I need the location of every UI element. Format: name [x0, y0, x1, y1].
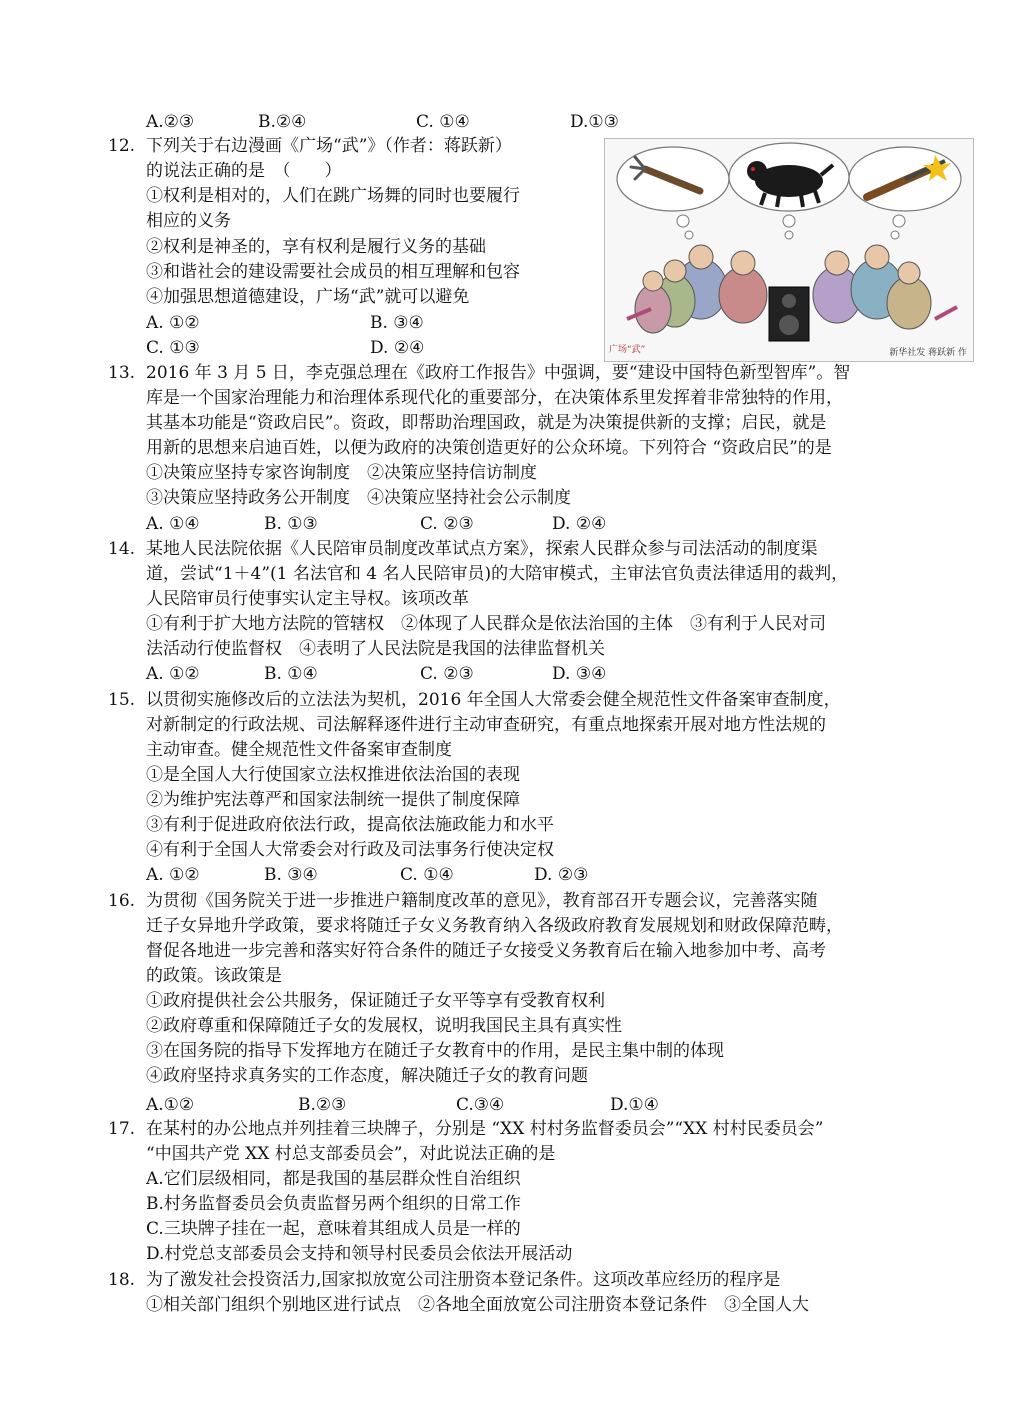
q17-option-b: B.村务监督委员会负责监督另两个组织的日常工作: [146, 1194, 521, 1214]
q13-option-d: D. ②④: [552, 514, 607, 534]
q15-number: 15.: [108, 690, 136, 710]
q15-statement-3: ③有利于促进政府依法行政，提高依法施政能力和水平: [146, 815, 554, 835]
q15-stem: 主动审查。健全规范性文件备案审查制度: [146, 740, 452, 760]
q13-option-b: B. ①③: [264, 514, 318, 534]
q16-statement-1: ①政府提供社会公共服务，保证随迁子女平等享有受教育权利: [146, 991, 605, 1011]
q14-option-c: C. ②③: [420, 664, 474, 684]
q18-number: 18.: [108, 1270, 136, 1290]
q12-option-c: C. ①③: [146, 338, 200, 358]
q12-stem: 下列关于右边漫画《广场“武”》（作者：蒋跃新）: [146, 136, 512, 156]
q14-statements: 法活动行使监督权 ④表明了人民法院是我国的法律监督机关: [146, 639, 605, 659]
q17-option-a: A.它们层级相同，都是我国的基层群众性自治组织: [146, 1169, 521, 1189]
q13-option-c: C. ②③: [420, 514, 474, 534]
q13-stem: 2016 年 3 月 5 日，李克强总理在《政府工作报告》中强调，要“建设中国特色新型智库”。智: [146, 363, 851, 383]
q16-stem: 迁子女异地升学政策，要求将随迁子女义务教育纳入各级政府教育发展规划和财政保障范畴，: [146, 916, 843, 936]
q15-statement-1: ①是全国人大行使国家立法权推进依法治国的表现: [146, 765, 520, 785]
q12-statement-1: 相应的义务: [146, 211, 231, 231]
q12-option-d: D. ②④: [370, 338, 425, 358]
q15-option-d: D. ②③: [534, 865, 589, 885]
q16-statement-3: ③在国务院的指导下发挥地方在随迁子女教育中的作用，是民主集中制的体现: [146, 1041, 724, 1061]
q12-option-a: A. ①②: [146, 313, 200, 333]
q16-number: 16.: [108, 891, 136, 911]
q11-option-a: A.②③: [146, 112, 195, 132]
q17-option-d: D.村党总支部委员会支持和领导村民委员会依法开展活动: [146, 1244, 573, 1264]
q15-option-b: B. ③④: [264, 865, 318, 885]
cartoon-credit: 新华社发 蒋跃新 作: [889, 348, 967, 358]
q11-option-d: D.①③: [570, 112, 619, 132]
q18-statements: ①相关部门组织个别地区进行试点 ②各地全面放宽公司注册资本登记条件 ③全国人大: [146, 1295, 809, 1315]
q13-stem: 库是一个国家治理能力和治理体系现代化的重要部分，在决策体系里发挥着非常独特的作用，: [146, 388, 843, 408]
q13-statements: ①决策应坚持专家咨询制度 ②决策应坚持信访制度: [146, 463, 537, 483]
q12-option-b: B. ③④: [370, 313, 424, 333]
q13-stem: 用新的思想来启迪百姓，以便为政府的决策创造更好的公众环境。下列符合 “资政启民”的是: [146, 438, 832, 458]
cartoon-drawing: [605, 139, 973, 361]
q14-stem: 道，尝试“1＋4”(1 名法官和 4 名人民陪审员)的大陪审模式，主审法官负责法律适用的裁判，: [146, 564, 849, 584]
q11-option-b: B.②④: [258, 112, 307, 132]
q14-stem: 某地人民法院依据《人民陪审员制度改革试点方案》，探索人民群众参与司法活动的制度渠: [146, 539, 818, 559]
q12-statement-4: ④加强思想道德建设，广场“武”就可以避免: [146, 287, 470, 307]
q15-stem: 对新制定的行政法规、司法解释逐件进行主动审查研究，有重点地探索开展对地方性法规的: [146, 715, 826, 735]
cartoon-caption: 广场“武”: [609, 345, 646, 355]
q16-option-d: D.①④: [610, 1095, 659, 1115]
q15-statement-4: ④有利于全国人大常委会对行政及司法事务行使决定权: [146, 840, 554, 860]
q14-option-b: B. ①④: [264, 664, 318, 684]
q14-option-d: D. ③④: [552, 664, 607, 684]
q13-stem: 其基本功能是“资政启民”。资政，即帮助治理国政，就是为决策提供新的支撑；启民，就是: [146, 413, 827, 433]
q15-stem: 以贯彻实施修改后的立法法为契机，2016 年全国人大常委会健全规范性文件备案审查制度，: [146, 690, 841, 710]
q13-option-a: A. ①④: [146, 514, 200, 534]
q11-option-c: C. ①④: [416, 112, 470, 132]
q17-number: 17.: [108, 1119, 136, 1139]
q13-number: 13.: [108, 363, 136, 383]
q15-statement-2: ②为维护宪法尊严和国家法制统一提供了制度保障: [146, 790, 520, 810]
q14-option-a: A. ①②: [146, 664, 200, 684]
q12-number: 12.: [108, 136, 136, 156]
q15-option-c: C. ①④: [400, 865, 454, 885]
q12-stem: 的说法正确的是 （ ）: [146, 161, 342, 181]
q14-statements: ①有利于扩大地方法院的管辖权 ②体现了人民群众是依法治国的主体 ③有利于人民对司: [146, 614, 826, 634]
q15-option-a: A. ①②: [146, 865, 200, 885]
q16-option-b: B.②③: [298, 1095, 347, 1115]
cartoon-image: [604, 138, 974, 362]
q16-stem: 的政策。该政策是: [146, 966, 282, 986]
q14-number: 14.: [108, 539, 136, 559]
q12-statement-2: ②权利是神圣的，享有权利是履行义务的基础: [146, 237, 486, 257]
q14-stem: 人民陪审员行使事实认定主导权。该项改革: [146, 589, 469, 609]
q17-stem: 在某村的办公地点并列挂着三块牌子，分别是 “XX 村村务监督委员会”“XX 村村民委员会”: [146, 1119, 824, 1139]
q16-option-c: C.③④: [456, 1095, 505, 1115]
q12-statement-1: ①权利是相对的，人们在跳广场舞的同时也要履行: [146, 186, 520, 206]
q18-stem: 为了激发社会投资活力,国家拟放宽公司注册资本登记条件。这项改革应经历的程序是: [146, 1270, 781, 1290]
q13-statements: ③决策应坚持政务公开制度 ④决策应坚持社会公示制度: [146, 488, 571, 508]
q16-option-a: A.①②: [146, 1095, 195, 1115]
q17-stem: “中国共产党 XX 村总支部委员会”，对此说法正确的是: [146, 1144, 556, 1164]
q16-stem: 为贯彻《国务院关于进一步推进户籍制度改革的意见》，教育部召开专题会议，完善落实随: [146, 891, 818, 911]
q16-stem: 督促各地进一步完善和落实好符合条件的随迁子女接受义务教育后在输入地参加中考、高考: [146, 941, 826, 961]
speaker-icon: [769, 287, 809, 341]
q17-option-c: C.三块牌子挂在一起，意味着其组成人员是一样的: [146, 1219, 521, 1239]
q12-statement-3: ③和谐社会的建设需要社会成员的相互理解和包容: [146, 262, 520, 282]
q16-statement-4: ④政府坚持求真务实的工作态度，解决随迁子女的教育问题: [146, 1066, 588, 1086]
q16-statement-2: ②政府尊重和保障随迁子女的发展权，说明我国民主具有真实性: [146, 1016, 622, 1036]
